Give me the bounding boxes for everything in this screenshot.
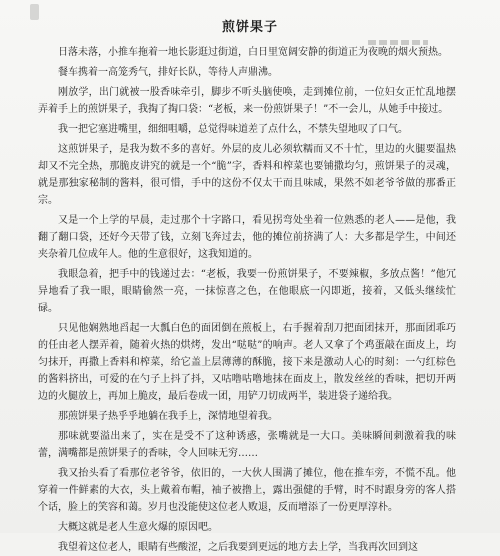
paragraph: 我又抬头看了看那位老爷爷，依旧的，一大伙人围满了摊位，他在推车旁，不慌不乱。他穿着一件鲜素的大衣，头上戴着布帽，袖子被撸上，露出强健的手臂，时不时跟身旁的客人搭个话，脸上的笑容和蔼。岁月也没能使这位老人败退，反而增添了一份更厚淳朴。 xyxy=(38,468,456,513)
paragraph: 那味就要溢出来了，实在是受不了这种诱惑，张嘴就是一大口。美味瞬间刺激着我的味蕾，满嘴都是煎饼果子的香味，令人回味无穷…… xyxy=(38,431,456,459)
paragraph: 只见他娴熟地舀起一大瓢白色的面团倒在煎板上，右手握着刮刀把面团抹开，那面团乖巧的任由老人摆弄着，随着火热的烘烤，发出“哒哒”的响声。老人又拿了个鸡蛋敲在面皮上，均匀抹开，再撒上香料和榨菜，给它盖上层薄薄的酥脆，接下来是激动人心的时刻：一勺红棕色的酱料挤出，可爱的在勺子上抖了抖，又咕噜咕噜地抹在面皮上，散发丝丝的香味，把切开两边的火腿放上，再加上脆皮，最后卷成一团，用铲刀切成两半，装进袋子递给我。 xyxy=(38,323,456,402)
paragraph: 我眼急着，把手中的钱递过去：“老板，我要一份煎饼果子，不要辣椒，多放点酱！”他冗异地看了我一眼，眼睛偷然一亮，一抹惊喜之色，在他眼底一闪即逝，接着，又低头继续忙碌。 xyxy=(38,269,456,314)
paragraph: 那煎饼果子热乎乎地躺在我手上，深情地望着我。 xyxy=(58,411,278,422)
paragraph: 日落未落，小推车拖着一地长影逛过街道，白日里宽阔安静的街道正为夜晚的烟火预热。 xyxy=(58,47,448,58)
paragraph: 我一把它塞进嘴里，细细咀嚼，总觉得味道差了点什么，不禁失望地叹了口气。 xyxy=(58,124,408,135)
paragraph: 这煎饼果子，是我为数不多的喜好。外层的皮儿必须软糯而又不十忙，里边的火腿要温热却又不完全热，那脆皮讲究的就是一个“脆”字，香料和榨菜也要铺撒均匀，煎饼果子的灵魂，就是那独家秘制的酱料，很可惜，手中的这份不仅太干而且味咸，果然不如老爷爷做的那番正宗。 xyxy=(38,144,456,206)
paragraph: 大概这就是老人生意火爆的原因吧。 xyxy=(58,522,218,533)
paragraph: 刚放学，出门就被一股香味牵引，脚步不听头脑使唤，走到摊位前，一位妇女正忙乱地摆弄着手上的煎饼果子，我掏了掏口袋：“老板，来一份煎饼果子！”不一会儿，从她手中接过。 xyxy=(38,87,456,115)
paragraph: 我望着这位老人，眼睛有些酸涩，之后我要到更远的地方去上学，当我再次回到这 xyxy=(58,542,418,553)
essay-title: 煎饼果子 xyxy=(221,20,278,35)
essay-body xyxy=(38,44,456,556)
paragraph: 又是一个上学的早晨，走过那个十字路口，看见拐弯处坐着一位熟悉的老人——是他，我翻了翻口袋，还好今天带了钱，立刻飞奔过去，他的摊位前挤满了人：大多都是学生，中间还夹杂着几位成年人。他的生意很好，这我知道的。 xyxy=(38,215,456,260)
paragraph: 餐车携着一高笼秀气，排好长队，等待人声鼎沸。 xyxy=(58,67,278,78)
